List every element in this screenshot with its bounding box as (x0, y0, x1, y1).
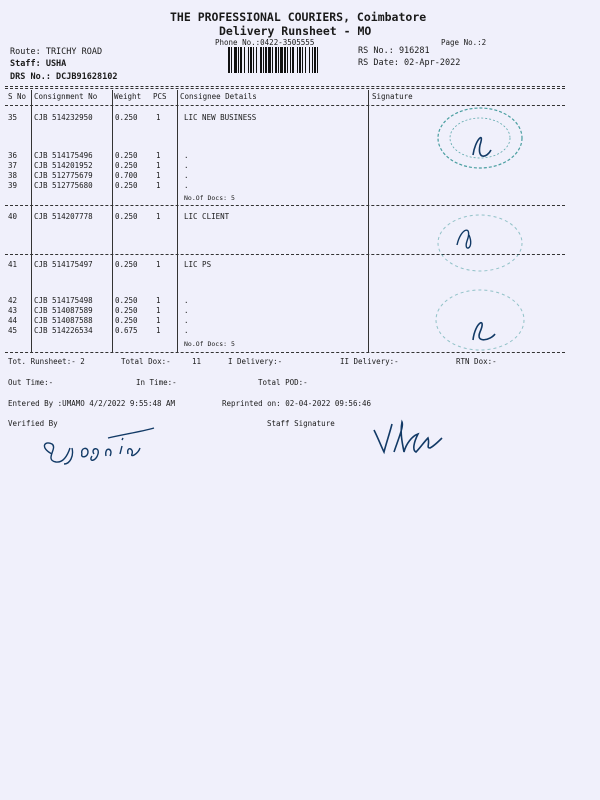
drs-number: DRS No.: DCJB91628102 (10, 72, 118, 82)
consignment-number: CJB 512775679 (34, 171, 93, 180)
staff-signature (368, 412, 448, 462)
reprinted-on: Reprinted on: 02-04-2022 09:56:46 (222, 399, 372, 408)
pieces-count: 1 (156, 181, 161, 190)
pieces-count: 1 (156, 161, 161, 170)
pieces-count: 1 (156, 260, 161, 269)
consignee-name: . (184, 181, 189, 190)
column-header-consignee: Consignee Details (180, 92, 257, 101)
column-header-consignment: Consignment No (34, 92, 98, 101)
consignment-number: CJB 514175498 (34, 296, 93, 305)
consignment-number: CJB 514201952 (34, 161, 93, 170)
total-dox-value: 11 (192, 357, 202, 366)
consignment-number: CJB 514087588 (34, 316, 93, 325)
pieces-count: 1 (156, 171, 161, 180)
weight-value: 0.250 (115, 316, 138, 325)
route-label: Route: TRICHY ROAD (10, 47, 103, 57)
total-pod: Total POD:- (258, 378, 308, 387)
serial-number: 45 (8, 326, 18, 335)
consignment-number: CJB 514175497 (34, 260, 93, 269)
consignment-number: CJB 514207778 (34, 212, 93, 221)
column-header-signature: Signature (372, 92, 413, 101)
docs-count: No.Of Docs: 5 (184, 340, 235, 348)
weight-value: 0.250 (115, 113, 138, 122)
serial-number: 39 (8, 181, 18, 190)
pieces-count: 1 (156, 212, 161, 221)
consignee-name: . (184, 151, 189, 160)
staff-label: Staff: USHA (10, 59, 67, 69)
consignment-number: CJB 514226534 (34, 326, 93, 335)
pieces-count: 1 (156, 296, 161, 305)
column-separator (31, 90, 32, 353)
return-dox: RTN Dox:- (456, 357, 497, 366)
weight-value: 0.250 (115, 181, 138, 190)
docs-count: No.Of Docs: 5 (184, 194, 235, 202)
weight-value: 0.250 (115, 296, 138, 305)
page-number: Page No.:2 (441, 38, 487, 47)
entered-by: Entered By :UMAMO 4/2/2022 9:55:48 AM (8, 399, 176, 408)
column-header-sno: S No (8, 92, 27, 101)
second-delivery: II Delivery:- (340, 357, 399, 366)
in-time: In Time:- (136, 378, 177, 387)
staff-signature-label: Staff Signature (267, 419, 335, 428)
consignment-number: CJB 514232950 (34, 113, 93, 122)
consignment-number: CJB 512775680 (34, 181, 93, 190)
weight-value: 0.250 (115, 161, 138, 170)
rs-date: RS Date: 02-Apr-2022 (358, 58, 461, 68)
document-title: Delivery Runsheet - MO (219, 24, 372, 38)
serial-number: 40 (8, 212, 18, 221)
consignee-name: LIC NEW BUSINESS (184, 113, 257, 122)
consignment-number: CJB 514087589 (34, 306, 93, 315)
serial-number: 43 (8, 306, 18, 315)
pieces-count: 1 (156, 316, 161, 325)
consignee-name: . (184, 171, 189, 180)
serial-number: 42 (8, 296, 18, 305)
delivery-stamp (425, 100, 535, 175)
weight-value: 0.250 (115, 260, 138, 269)
consignee-name: . (184, 326, 189, 335)
consignee-name: . (184, 316, 189, 325)
phone-number: Phone No.:0422-3505555 (215, 38, 315, 47)
serial-number: 38 (8, 171, 18, 180)
serial-number: 35 (8, 113, 18, 122)
out-time: Out Time:- (8, 378, 54, 387)
delivery-stamp (425, 282, 535, 357)
consignment-number: CJB 514175496 (34, 151, 93, 160)
total-runsheet: Tot. Runsheet:- 2 (8, 357, 85, 366)
consignee-name: LIC CLIENT (184, 212, 230, 221)
delivery-stamp (425, 205, 535, 275)
barcode (228, 47, 320, 73)
verified-by-label: Verified By (8, 419, 58, 428)
pieces-count: 1 (156, 151, 161, 160)
column-header-pcs: PCS (153, 92, 167, 101)
consignee-name: . (184, 306, 189, 315)
divider (5, 88, 565, 89)
serial-number: 41 (8, 260, 18, 269)
consignee-name: . (184, 161, 189, 170)
serial-number: 36 (8, 151, 18, 160)
column-separator (177, 90, 178, 353)
rs-number: RS No.: 916281 (358, 46, 430, 56)
total-dox-label: Total Dox:- (121, 357, 171, 366)
weight-value: 0.700 (115, 171, 138, 180)
first-delivery: I Delivery:- (228, 357, 283, 366)
serial-number: 44 (8, 316, 18, 325)
serial-number: 37 (8, 161, 18, 170)
column-header-weight: Weight (114, 92, 142, 101)
pieces-count: 1 (156, 306, 161, 315)
weight-value: 0.675 (115, 326, 138, 335)
column-separator (112, 90, 113, 353)
consignee-name: . (184, 296, 189, 305)
divider (5, 86, 565, 87)
company-title: THE PROFESSIONAL COURIERS, Coimbatore (170, 10, 427, 24)
weight-value: 0.250 (115, 151, 138, 160)
weight-value: 0.250 (115, 212, 138, 221)
consignee-name: LIC PS (184, 260, 212, 269)
verifier-signature (30, 418, 160, 470)
pieces-count: 1 (156, 326, 161, 335)
pieces-count: 1 (156, 113, 161, 122)
weight-value: 0.250 (115, 306, 138, 315)
column-separator (368, 90, 369, 353)
